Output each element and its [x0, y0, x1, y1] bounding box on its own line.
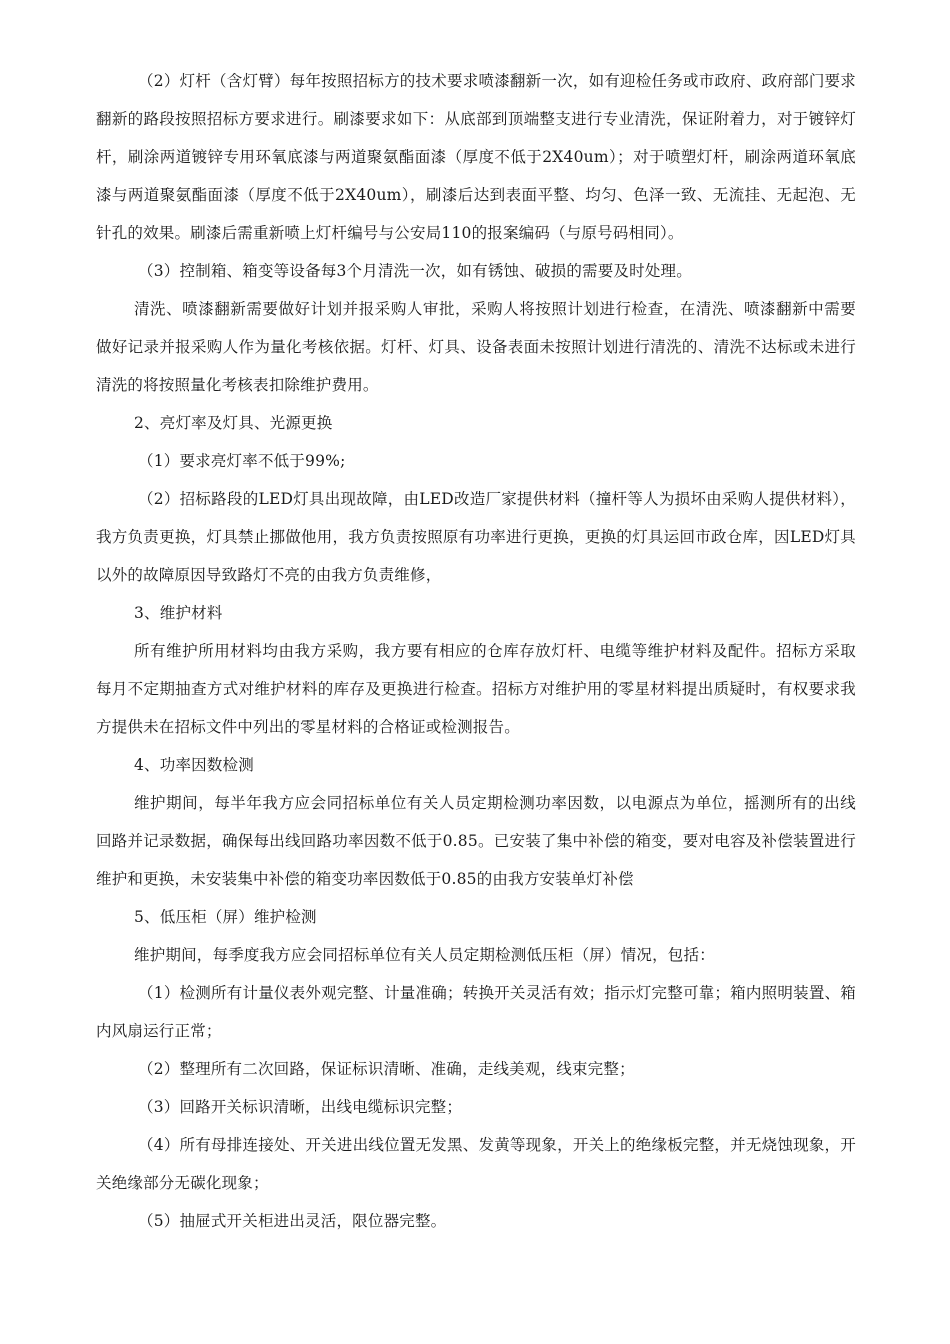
- paragraph-cabinet-item-5: （5）抽屉式开关柜进出灵活，限位器完整。: [138, 1212, 447, 1230]
- paragraph-control-box-cleaning: （3）控制箱、箱变等设备每3个月清洗一次，如有锈蚀、破损的需要及时处理。: [138, 262, 692, 280]
- paragraph-cabinet-item-3: （3）回路开关标识清晰，出线电缆标识完整；: [138, 1098, 463, 1116]
- section-heading-lighting-rate: 2、亮灯率及灯具、光源更换: [134, 414, 333, 432]
- paragraph-materials: 所有维护所用材料均由我方采购，我方要有相应的仓库存放灯杆、电缆等维护材料及配件。招标方采取每月不定期抽查方式对维护材料的库存及更换进行检查。招标方对维护用的零星材料提出质疑时，有权要求我方提供未在招标文件中列出的零星材料的合格证或检测报告。: [96, 642, 856, 736]
- paragraph-power-factor: 维护期间，每半年我方应会同招标单位有关人员定期检测功率因数，以电源点为单位，摇测所有的出线回路并记录数据，确保每出线回路功率因数不低于0.85。已安装了集中补偿的箱变，要对电容及补偿装置进行维护和更换，未安装集中补偿的箱变功率因数低于0.85的由我方安装单灯补偿: [96, 794, 856, 888]
- paragraph-cleaning-plan: 清洗、喷漆翻新需要做好计划并报采购人审批，采购人将按照计划进行检查，在清洗、喷漆翻新中需要做好记录并报采购人作为量化考核依据。灯杆、灯具、设备表面未按照计划进行清洗的、清洗不达标或未进行清洗的将按照量化考核表扣除维护费用。: [96, 300, 856, 394]
- paragraph-cabinet-item-2: （2）整理所有二次回路，保证标识清晰、准确，走线美观，线束完整；: [138, 1060, 635, 1078]
- paragraph-lamp-pole-painting: （2）灯杆（含灯臂）每年按照招标方的技术要求喷漆翻新一次，如有迎检任务或市政府、政府部门要求翻新的路段按照招标方要求进行。刷漆要求如下：从底部到顶端整支进行专业清洗，保证附着力，对于镀锌灯杆，刷涂两道镀锌专用环氧底漆与两道聚氨酯面漆（厚度不低于2X40um）；对于喷塑灯杆，刷涂两道环氧底漆与两道聚氨酯面漆（厚度不低于2X40um），刷漆后达到表面平整、均匀、色泽一致、无流挂、无起泡、无针孔的效果。刷漆后需重新喷上灯杆编号与公安局110的报案编码（与原号码相同）。: [96, 72, 856, 242]
- paragraph-lighting-rate-requirement: （1）要求亮灯率不低于99%;: [138, 452, 346, 470]
- section-heading-materials: 3、维护材料: [134, 604, 223, 622]
- section-heading-power-factor: 4、功率因数检测: [134, 756, 254, 774]
- paragraph-led-replacement: （2）招标路段的LED灯具出现故障，由LED改造厂家提供材料（撞杆等人为损坏由采购人提供材料），我方负责更换，灯具禁止挪做他用，我方负责按照原有功率进行更换，更换的灯具运回市政仓库，因LED灯具以外的故障原因导致路灯不亮的由我方负责维修，: [96, 490, 856, 584]
- paragraph-cabinet-item-1: （1）检测所有计量仪表外观完整、计量准确；转换开关灵活有效；指示灯完整可靠；箱内照明装置、箱内风扇运行正常；: [96, 984, 856, 1040]
- document-page: [96, 62, 856, 1240]
- paragraph-cabinet-intro: 维护期间，每季度我方应会同招标单位有关人员定期检测低压柜（屏）情况，包括：: [134, 946, 715, 964]
- section-heading-low-voltage-cabinet: 5、低压柜（屏）维护检测: [134, 908, 317, 926]
- paragraph-cabinet-item-4: （4）所有母排连接处、开关进出线位置无发黑、发黄等现象，开关上的绝缘板完整，并无烧蚀现象，开关绝缘部分无碳化现象；: [96, 1136, 856, 1192]
